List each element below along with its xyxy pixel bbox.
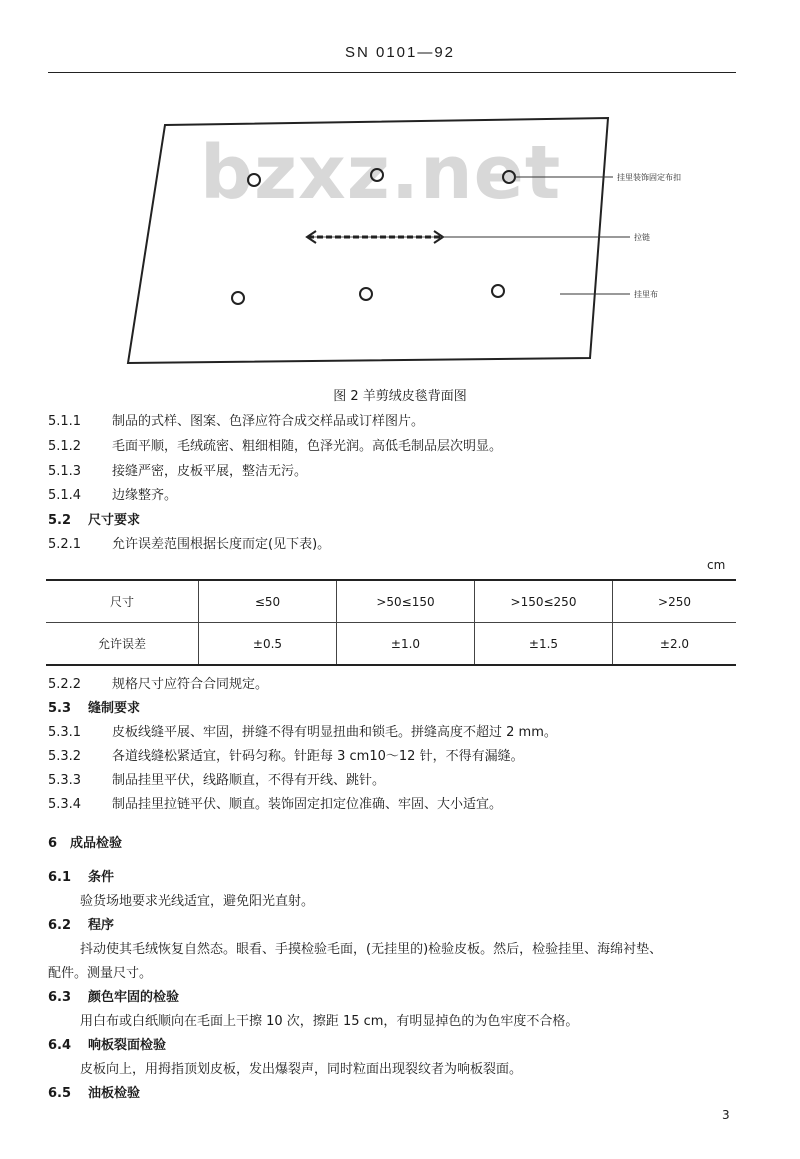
clause-text: 制品挂里拉链平伏、顺直。装饰固定扣定位准确、牢固、大小适宜。 (112, 797, 503, 812)
clause-5-2-1 (48, 533, 330, 552)
section-6-3-heading (48, 986, 179, 1005)
clause-text: 毛面平顺，毛绒疏密、粗细相随，色泽光润。高低毛制品层次明显。 (112, 439, 503, 454)
section-number: 6.2 (48, 918, 72, 933)
clause-number: 5.2.1 (48, 537, 82, 552)
clause-text: 皮板线缝平展、牢固，拼缝不得有明显扭曲和锁毛。拼缝高度不超过 2 mm。 (112, 725, 557, 740)
clause-5-3-3 (48, 769, 385, 788)
clause-5-2-2 (48, 673, 268, 692)
page-number: 3 (722, 1108, 730, 1122)
rug-outline (128, 118, 608, 363)
table-row (46, 623, 736, 666)
section-5-3-heading (48, 697, 140, 716)
clause-number: 5.3.3 (48, 773, 82, 788)
buckle-circle (360, 288, 372, 300)
clause-number: 5.1.4 (48, 488, 82, 503)
section-title: 响板裂面检验 (88, 1038, 167, 1053)
document-code: SN 0101—92 (344, 44, 456, 61)
clause-number: 5.1.3 (48, 464, 82, 479)
zipper-mark (307, 231, 443, 243)
table-cell: >150≤250 (475, 580, 613, 623)
table-cell: ≤50 (199, 580, 337, 623)
section-6-1-heading (48, 866, 114, 885)
clause-5-3-1 (48, 721, 557, 740)
section-number: 6.5 (48, 1086, 72, 1101)
section-number: 6.3 (48, 990, 72, 1005)
clause-5-3-2 (48, 745, 524, 764)
paragraph-6-3: 用白布或白纸顺向在毛面上干擦 10 次，擦距 15 cm，有明显掉色的为色牢度不合格。 (80, 1014, 579, 1029)
table-cell: >250 (613, 580, 737, 623)
clause-number: 5.1.2 (48, 439, 82, 454)
clause-number: 5.3.1 (48, 725, 82, 740)
paragraph-6-2-line1: 抖动使其毛绒恢复自然态。眼看、手摸检验毛面，(无挂里的)检验皮板。然后，检验挂里、海绵衬垫、 (80, 942, 663, 957)
header-rule (48, 72, 736, 73)
table-cell: ±2.0 (659, 636, 690, 651)
clause-text: 接缝严密，皮板平展，整洁无污。 (112, 464, 308, 479)
section-number: 6.4 (48, 1038, 72, 1053)
buckle-circle (371, 169, 383, 181)
clause-5-1-3 (48, 460, 307, 479)
section-title: 颜色牢固的检验 (88, 990, 180, 1005)
clause-5-1-4 (48, 484, 177, 503)
buckle-circle (503, 171, 515, 183)
clause-text: 制品挂里平伏，线路顺直，不得有开线、跳针。 (112, 773, 386, 788)
clause-text: 边缘整齐。 (112, 488, 178, 503)
zipper-label: 拉链 (634, 233, 650, 242)
clause-5-1-2 (48, 435, 502, 454)
paragraph-6-1: 验货场地要求光线适宜，避免阳光直射。 (80, 894, 315, 909)
watermark: bzxz.net (200, 130, 562, 216)
section-number: 6 (48, 836, 58, 851)
clause-number: 5.3.2 (48, 749, 82, 764)
buckle-circle (248, 174, 260, 186)
table-cell: ±1.5 (475, 623, 613, 666)
clause-text: 允许误差范围根据长度而定(见下表)。 (112, 537, 331, 552)
section-6-5-heading (48, 1082, 140, 1101)
section-6-4-heading (48, 1034, 166, 1053)
buckle-circle (232, 292, 244, 304)
section-title: 条件 (88, 870, 115, 885)
clause-5-1-1 (48, 410, 424, 429)
clause-text: 制品的式样、图案、色泽应符合成交样品或订样图片。 (112, 414, 425, 429)
table-cell: >50≤150 (337, 580, 475, 623)
clause-text: 各道线缝松紧适宜，针码匀称。针距每 3 cm10～12 针，不得有漏缝。 (112, 749, 524, 764)
rug-back-figure (120, 108, 720, 370)
section-number: 6.1 (48, 870, 72, 885)
table-cell: 允许误差 (46, 623, 199, 666)
table-row (46, 580, 736, 623)
table-unit: cm (707, 558, 726, 572)
section-title: 尺寸要求 (88, 513, 141, 528)
table-cell: ±1.0 (337, 623, 475, 666)
clause-5-3-4 (48, 793, 502, 812)
figure-caption: 图 2 羊剪绒皮毯背面图 (333, 389, 467, 404)
table-cell: 尺寸 (46, 580, 199, 623)
paragraph-6-4: 皮板向上，用拇指顶划皮板，发出爆裂声，同时粒面出现裂纹者为响板裂面。 (80, 1062, 523, 1077)
section-title: 油板检验 (88, 1086, 141, 1101)
section-title: 程序 (88, 918, 115, 933)
lining-label: 挂里布 (634, 290, 658, 299)
section-6-2-heading (48, 914, 114, 933)
section-5-2-heading (48, 509, 140, 528)
section-number: 5.2 (48, 513, 72, 528)
section-number: 5.3 (48, 701, 72, 716)
tolerance-table (46, 579, 736, 666)
buckle-circle (492, 285, 504, 297)
table-cell: ±0.5 (199, 623, 337, 666)
paragraph-6-2-line2: 配件。测量尺寸。 (48, 966, 153, 981)
section-6-heading (48, 832, 122, 851)
clause-number: 5.1.1 (48, 414, 82, 429)
section-title: 缝制要求 (88, 701, 141, 716)
clause-text: 规格尺寸应符合合同规定。 (112, 677, 269, 692)
section-title: 成品检验 (70, 836, 123, 851)
clause-number: 5.3.4 (48, 797, 82, 812)
buckle-label: 挂里装饰固定布扣 (617, 173, 681, 182)
clause-number: 5.2.2 (48, 677, 82, 692)
